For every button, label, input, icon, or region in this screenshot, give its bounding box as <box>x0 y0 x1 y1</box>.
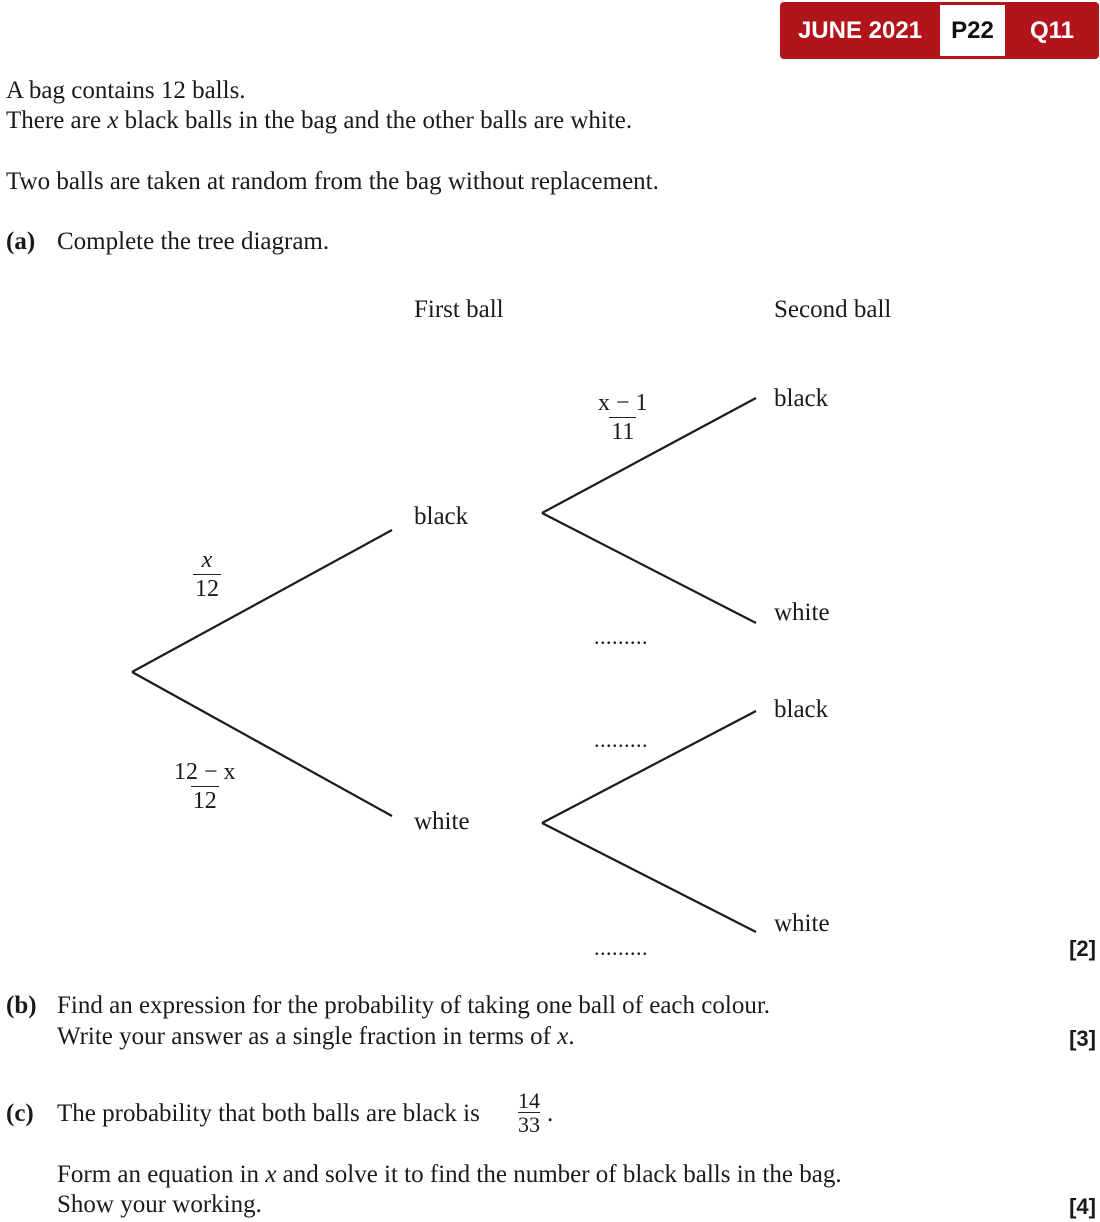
blank-black-white[interactable]: ......... <box>594 624 648 649</box>
intro-line-3: Two balls are taken at random from the bag without replacement. <box>6 168 659 195</box>
branch-white-white <box>542 823 756 932</box>
part-b-marks: [3] <box>1069 1026 1096 1051</box>
question-number: Q11 <box>1029 16 1075 44</box>
first-outcome-white: white <box>414 808 470 835</box>
part-b-line-2: Write your answer as a single fraction in terms of x. <box>57 1023 575 1050</box>
part-c-fraction: 14 33 <box>518 1088 540 1137</box>
second-outcome-white-2: white <box>774 910 830 937</box>
part-c-line-2: Form an equation in x and solve it to find the number of black balls in the bag. <box>57 1161 842 1188</box>
branch-black-white <box>542 513 756 623</box>
second-outcome-white-1: white <box>774 599 830 626</box>
branch-first-black <box>132 530 392 672</box>
part-a-label: (a) <box>6 228 36 255</box>
prob-black-black: $\frac{x - 1}{11}$ <box>598 390 648 445</box>
part-a-text: Complete the tree diagram. <box>57 228 330 255</box>
exam-session: JUNE 2021 <box>797 16 923 44</box>
part-c-line-3: Show your working. <box>57 1191 262 1218</box>
second-outcome-black-1: black <box>774 385 829 412</box>
part-c-period: . <box>547 1100 554 1127</box>
paper-number: P22 <box>940 5 1005 56</box>
first-ball-heading: First ball <box>414 296 504 323</box>
part-c-line-1: The probability that both balls are black is <box>57 1100 480 1127</box>
part-c-marks: [4] <box>1069 1194 1096 1219</box>
blank-white-white[interactable]: ......... <box>594 935 648 960</box>
blank-white-black[interactable]: ......... <box>594 727 648 752</box>
prob-first-black: $\frac{x}{12}$ <box>195 547 219 602</box>
branch-first-white <box>132 672 392 816</box>
intro-line-2: There are x black balls in the bag and the other balls are white. <box>6 107 633 134</box>
second-ball-heading: Second ball <box>774 296 892 323</box>
first-outcome-black: black <box>414 503 469 530</box>
intro-line-1: A bag contains 12 balls. <box>6 77 246 104</box>
part-c-label: (c) <box>6 1100 34 1127</box>
part-b-line-1: Find an expression for the probability of taking one ball of each colour. <box>57 992 771 1019</box>
part-b-label: (b) <box>6 992 37 1019</box>
prob-first-white: $\frac{12 - x}{12}$ <box>174 759 236 814</box>
part-a-marks: [2] <box>1069 936 1096 961</box>
branch-white-black <box>542 711 756 823</box>
second-outcome-black-2: black <box>774 696 829 723</box>
